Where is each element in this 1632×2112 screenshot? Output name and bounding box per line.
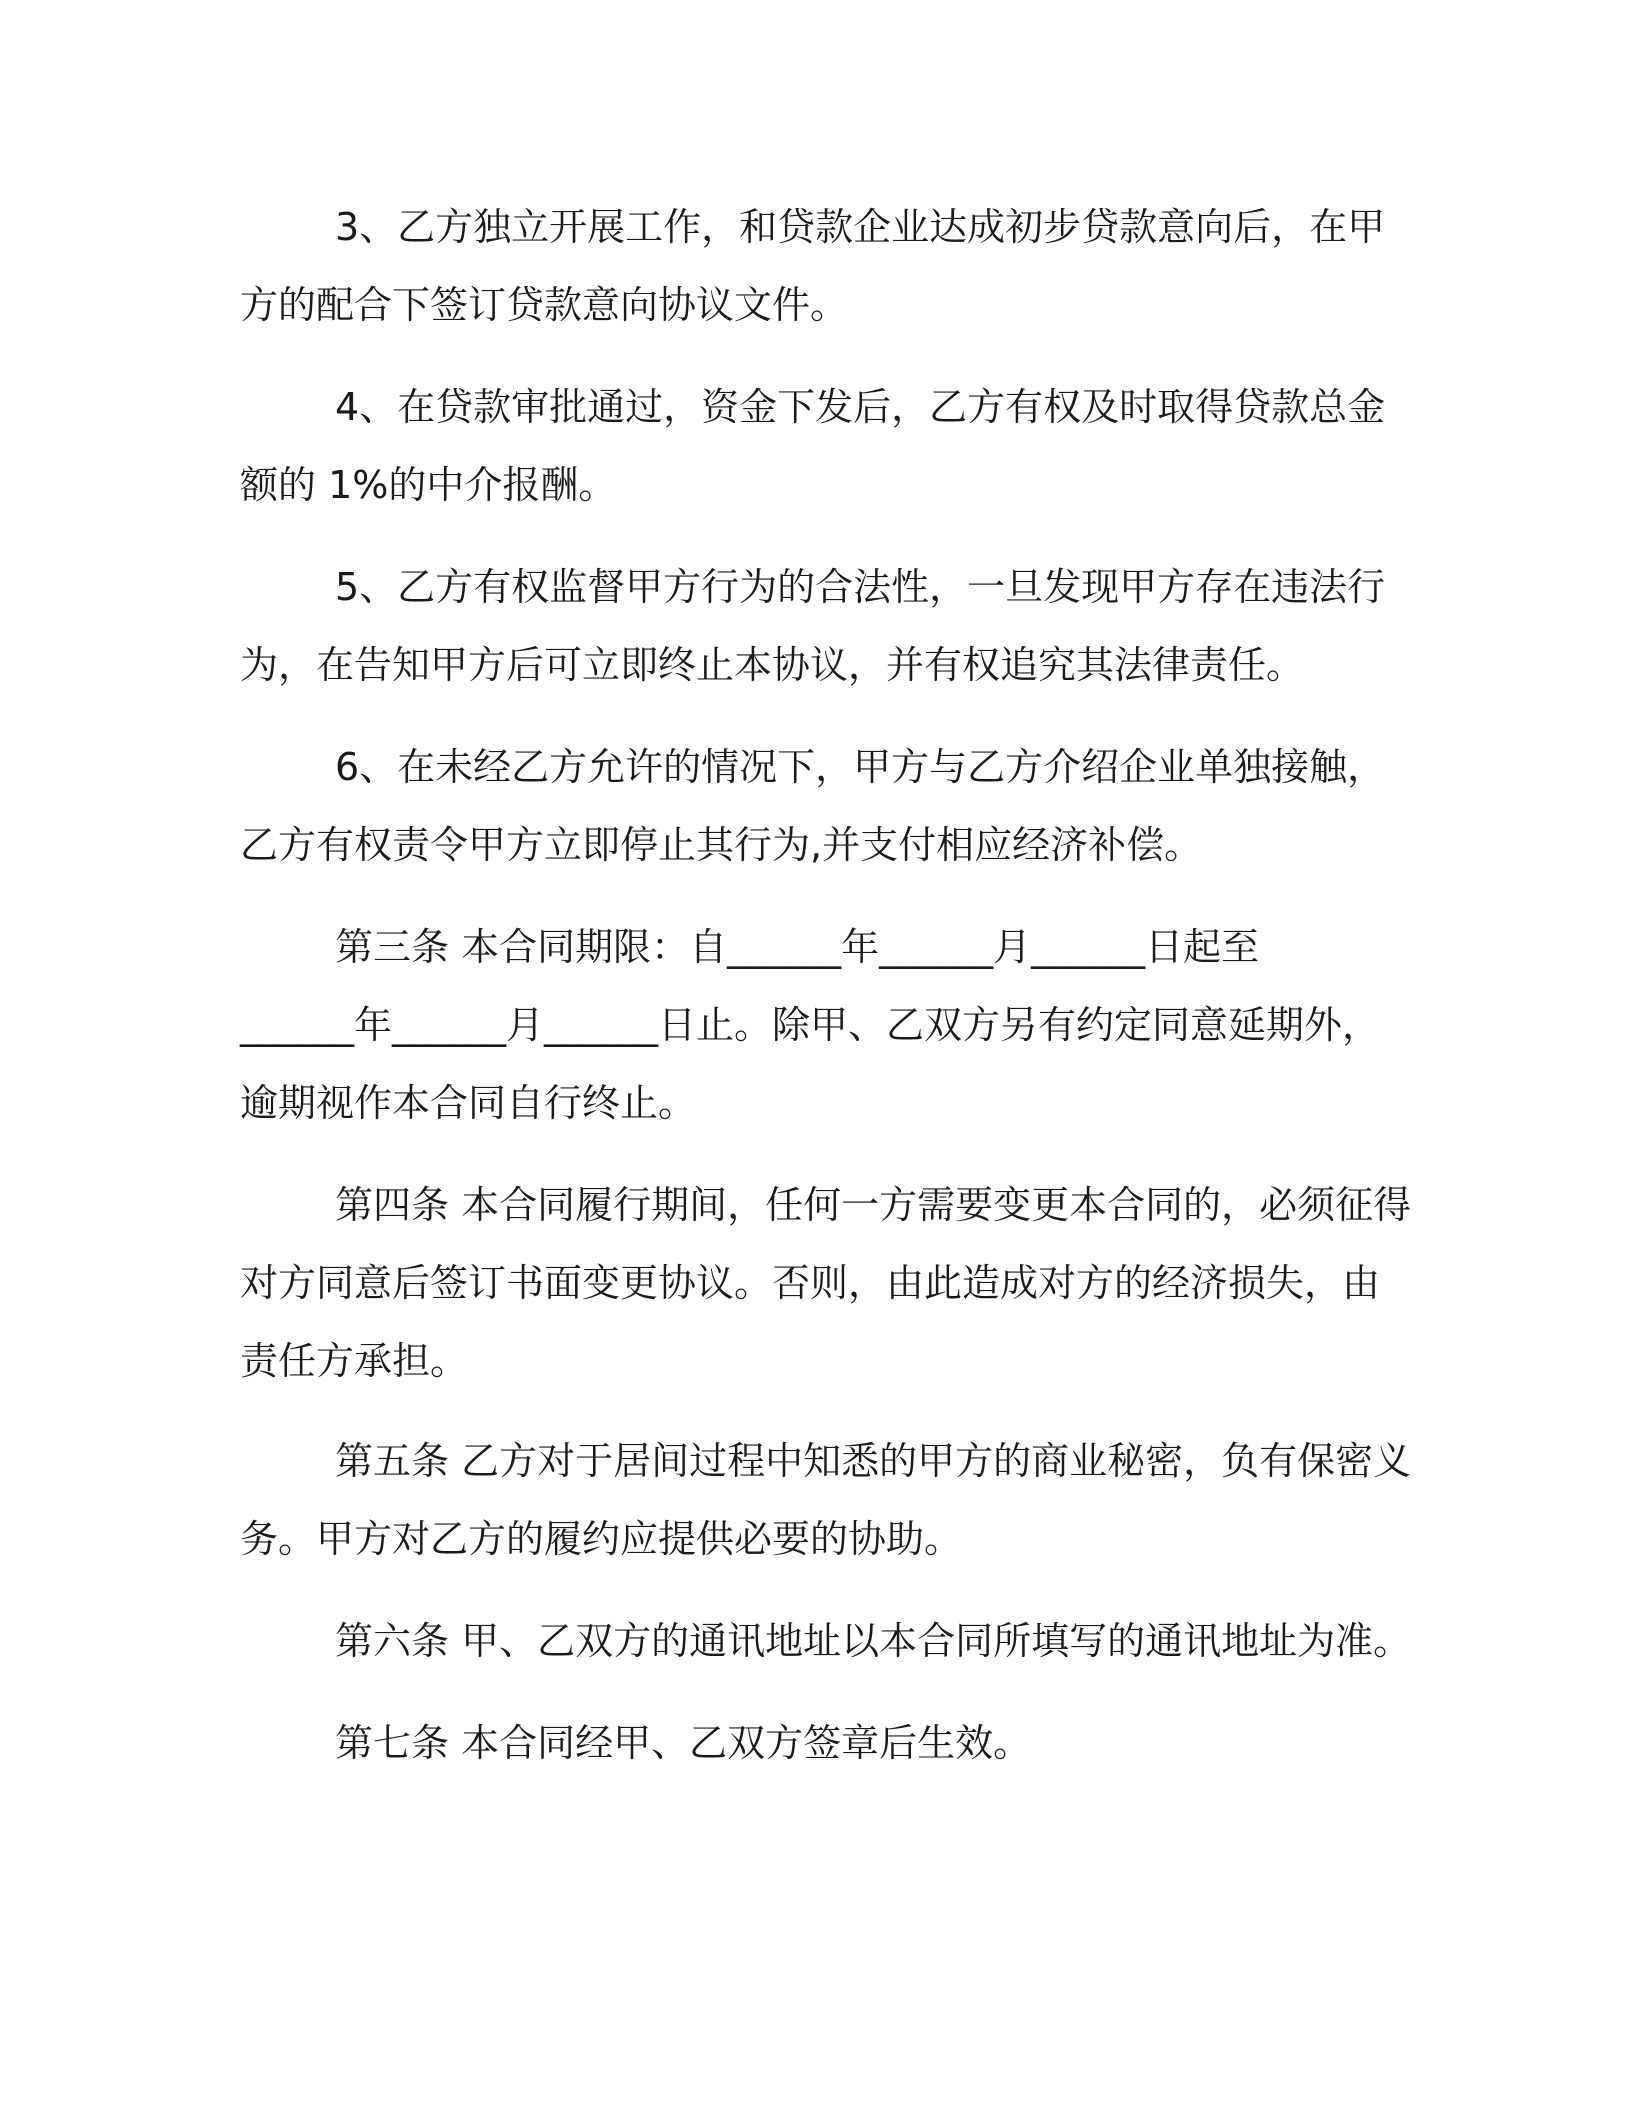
article-3-line-3: 逾期视作本合同自行终止。: [240, 1081, 697, 1125]
clause-6-line-2: 乙方有权责令甲方立即停止其行为,并支付相应经济补偿。: [240, 823, 1203, 867]
article-3-line-2: ______年______月______日止。除甲、乙双方另有约定同意延期外，: [240, 1003, 1381, 1047]
article-3-line-1: 第三条 本合同期限：自______年______月______日起至: [335, 925, 1260, 969]
clause-6-line-1: 6、在未经乙方允许的情况下，甲方与乙方介绍企业单独接触，: [335, 745, 1386, 789]
clause-4-line-2: 额的 1%的中介报酬。: [240, 463, 617, 507]
clause-5-line-2: 为，在告知甲方后可立即终止本协议，并有权追究其法律责任。: [240, 643, 1305, 687]
article-5-line-1: 第五条 乙方对于居间过程中知悉的甲方的商业秘密，负有保密义: [335, 1439, 1412, 1483]
article-4-line-1: 第四条 本合同履行期间，任何一方需要变更本合同的，必须征得: [335, 1183, 1412, 1227]
article-4-line-3: 责任方承担。: [240, 1339, 469, 1383]
article-6-line-1: 第六条 甲、乙双方的通讯地址以本合同所填写的通讯地址为准。: [335, 1619, 1412, 1663]
clause-3-line-1: 3、乙方独立开展工作，和贷款企业达成初步贷款意向后，在甲: [335, 205, 1386, 249]
clause-4-line-1: 4、在贷款审批通过，资金下发后，乙方有权及时取得贷款总金: [335, 385, 1386, 429]
article-7-line-1: 第七条 本合同经甲、乙双方签章后生效。: [335, 1721, 1032, 1765]
clause-3-line-2: 方的配合下签订贷款意向协议文件。: [240, 283, 849, 327]
clause-5-line-1: 5、乙方有权监督甲方行为的合法性，一旦发现甲方存在违法行: [335, 565, 1386, 609]
article-5-line-2: 务。甲方对乙方的履约应提供必要的协助。: [240, 1517, 963, 1561]
article-4-line-2: 对方同意后签订书面变更协议。否则，由此造成对方的经济损失，由: [240, 1261, 1381, 1305]
